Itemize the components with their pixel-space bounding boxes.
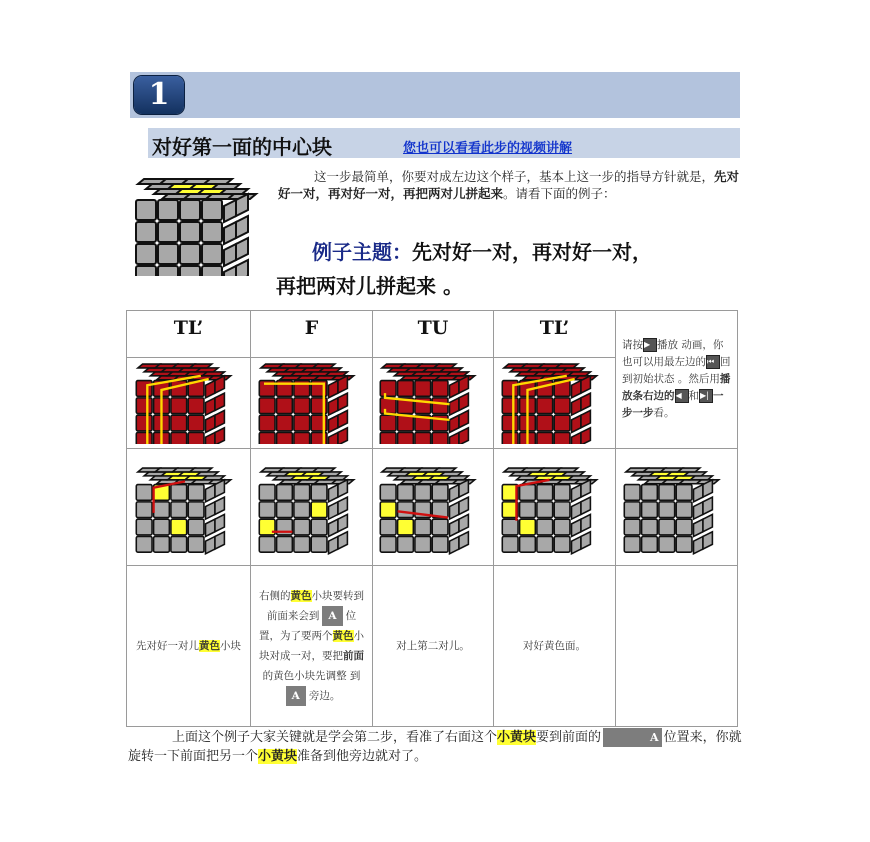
cube-side-sticker	[214, 428, 223, 444]
footer-paragraph: 上面这个例子大家关键就是学会第二步，看准了右面这个小黄块要到前面的 A 位置来，你就旋转一下前面把另一个小黄块准备到他旁边就对了。	[128, 730, 742, 764]
cube-front-sticker	[536, 432, 552, 444]
cube-side-sticker	[702, 532, 711, 549]
cube-top-sticker	[677, 468, 699, 472]
cube-front-sticker	[380, 398, 396, 414]
cube-side-sticker	[459, 393, 468, 410]
cube-front-sticker	[554, 432, 570, 444]
cube-side-sticker	[214, 532, 223, 549]
cube-front-sticker	[311, 536, 327, 552]
cube-front-sticker	[658, 519, 674, 535]
cube-side-sticker	[224, 200, 236, 222]
cube-front-sticker	[502, 381, 518, 397]
reset-icon[interactable]: ⏮	[706, 355, 720, 369]
cube-top-sticker	[189, 364, 211, 368]
cube-front-sticker	[170, 398, 186, 414]
red-cube-f	[253, 358, 371, 444]
cube-side-sticker	[205, 502, 214, 519]
red-cube-tl-prime	[130, 358, 248, 444]
cube-front-sticker	[158, 244, 178, 264]
cube-front-sticker	[398, 502, 414, 518]
cube-front-sticker	[641, 485, 657, 501]
cube-front-sticker	[641, 536, 657, 552]
video-tutorial-link[interactable]: 您也可以看看此步的视频讲解	[403, 141, 573, 156]
cube-front-sticker	[153, 519, 169, 535]
cube-front-sticker	[311, 485, 327, 501]
cube-front-sticker	[259, 415, 275, 431]
cube-front-sticker	[311, 502, 327, 518]
cube-top-sticker	[555, 364, 577, 368]
cube-front-sticker	[276, 536, 292, 552]
example-theme: 例子主题：先对好一对，再对好一对， 再把两对儿拼起来 。	[276, 240, 652, 298]
cube-side-sticker	[580, 514, 589, 531]
cube-front-sticker	[398, 381, 414, 397]
cube-front-sticker	[641, 502, 657, 518]
cube-front-sticker	[136, 485, 152, 501]
cube-front-sticker	[202, 222, 222, 242]
cube-front-sticker	[293, 432, 309, 444]
move-header-3: TU	[373, 311, 494, 358]
cube-front-sticker	[380, 381, 396, 397]
cube-front-sticker	[170, 415, 186, 431]
cube-side-sticker	[571, 432, 580, 444]
cube-front-sticker	[624, 519, 640, 535]
cube-front-sticker	[136, 266, 156, 276]
cube-front-sticker	[259, 398, 275, 414]
cube-front-sticker	[180, 200, 200, 220]
cube-side-sticker	[224, 266, 236, 276]
cube-front-sticker	[380, 519, 396, 535]
gray-cube-state-5	[618, 455, 736, 555]
caption-step-1: 先对好一对儿黄色小块	[127, 566, 251, 727]
cube-front-sticker	[519, 536, 535, 552]
example-label: 例子主题：	[312, 240, 412, 264]
cube-front-sticker	[170, 519, 186, 535]
cube-front-sticker	[276, 502, 292, 518]
cube-top-sticker	[312, 468, 334, 472]
cube-front-sticker	[136, 502, 152, 518]
cube-front-sticker	[502, 432, 518, 444]
cube-front-sticker	[136, 398, 152, 414]
cube-front-sticker	[432, 485, 448, 501]
cube-front-sticker	[432, 398, 448, 414]
steps-table	[126, 310, 738, 727]
caption-step-4: 对好黄色面。	[494, 566, 616, 727]
cube-side-sticker	[580, 497, 589, 514]
cube-side-sticker	[337, 410, 346, 427]
cube-side-sticker	[450, 536, 459, 553]
cube-top-sticker	[555, 468, 577, 472]
cube-front-sticker	[432, 519, 448, 535]
cube-front-sticker	[188, 432, 204, 444]
cube-front-sticker	[502, 398, 518, 414]
cube-side-sticker	[459, 428, 468, 444]
cube-front-sticker	[536, 519, 552, 535]
cube-front-sticker	[502, 519, 518, 535]
position-a-chip: A	[603, 728, 662, 747]
cube-front-sticker	[293, 485, 309, 501]
cube-front-sticker	[136, 432, 152, 444]
cube-front-sticker	[398, 415, 414, 431]
caption-step-3: 对上第二对儿。	[373, 566, 494, 727]
cube-front-sticker	[519, 519, 535, 535]
cube-front-sticker	[202, 266, 222, 276]
cube-side-sticker	[236, 260, 248, 276]
red-cube-tu	[374, 358, 492, 444]
cube-top-sticker	[434, 364, 456, 368]
cube-front-sticker	[398, 536, 414, 552]
cube-front-sticker	[676, 536, 692, 552]
cube-side-sticker	[580, 532, 589, 549]
cube-front-sticker	[136, 519, 152, 535]
cube-side-sticker	[571, 381, 580, 398]
cube-front-sticker	[180, 244, 200, 264]
step-banner	[130, 72, 740, 118]
step-number-badge: 1	[134, 76, 184, 114]
cube-top-sticker	[434, 468, 456, 472]
cube-front-sticker	[170, 432, 186, 444]
section-title-bar	[148, 128, 740, 158]
cube-side-sticker	[337, 393, 346, 410]
cube-side-sticker	[693, 502, 702, 519]
section-title: 对好第一面的中心块	[152, 135, 332, 159]
cube-side-sticker	[571, 519, 580, 536]
cube-front-sticker	[554, 485, 570, 501]
cube-front-sticker	[153, 502, 169, 518]
cube-top-sticker	[204, 179, 232, 184]
cube-side-sticker	[459, 532, 468, 549]
cube-front-sticker	[311, 519, 327, 535]
cube-front-sticker	[170, 502, 186, 518]
cube-side-sticker	[328, 432, 337, 444]
cube-front-sticker	[380, 432, 396, 444]
cube-front-sticker	[554, 536, 570, 552]
cube-front-sticker	[293, 519, 309, 535]
cube-front-sticker	[415, 519, 431, 535]
cube-front-sticker	[432, 536, 448, 552]
cube-front-sticker	[180, 266, 200, 276]
cube-front-sticker	[398, 485, 414, 501]
cube-front-sticker	[676, 519, 692, 535]
cube-side-sticker	[571, 398, 580, 415]
cube-front-sticker	[158, 222, 178, 242]
cube-front-sticker	[641, 519, 657, 535]
cube-front-sticker	[502, 415, 518, 431]
cube-side-sticker	[580, 410, 589, 427]
cube-side-sticker	[702, 514, 711, 531]
cube-front-sticker	[136, 536, 152, 552]
cube-side-sticker	[205, 485, 214, 502]
cube-side-sticker	[450, 415, 459, 432]
cube-side-sticker	[214, 393, 223, 410]
cube-side-sticker	[328, 485, 337, 502]
cube-side-sticker	[337, 497, 346, 514]
cube-side-sticker	[205, 398, 214, 415]
cube-front-sticker	[293, 502, 309, 518]
position-a-chip: A	[286, 686, 306, 706]
intro-key-phrase: 先对好一对，再对好一对，再把两对儿拼起来	[278, 169, 740, 201]
move-header-4: TL’	[494, 311, 616, 358]
cube-front-sticker	[136, 200, 156, 220]
cube-front-sticker	[554, 398, 570, 414]
cube-front-sticker	[415, 485, 431, 501]
step-forward-icon[interactable]: ▶|	[699, 389, 713, 403]
cube-side-sticker	[693, 485, 702, 502]
cube-side-sticker	[214, 410, 223, 427]
cube-side-sticker	[450, 485, 459, 502]
cube-front-sticker	[188, 519, 204, 535]
cube-front-sticker	[293, 536, 309, 552]
cube-side-sticker	[450, 502, 459, 519]
cube-front-sticker	[536, 536, 552, 552]
cube-front-sticker	[293, 415, 309, 431]
cube-side-sticker	[337, 514, 346, 531]
cube-front-sticker	[432, 381, 448, 397]
cube-front-sticker	[676, 485, 692, 501]
cube-front-sticker	[276, 398, 292, 414]
intro-paragraph: 这一步最简单，你要对成左边这个样子，基本上这一步的指导方针就是，先对好一对，再对好一对，再把两对儿拼起来。请看下面的例子：	[278, 169, 740, 201]
position-a-chip: A	[322, 606, 342, 626]
cube-front-sticker	[624, 502, 640, 518]
red-cube-tl-prime-2	[496, 358, 614, 444]
cube-side-sticker	[328, 415, 337, 432]
cube-front-sticker	[658, 502, 674, 518]
cube-side-sticker	[580, 393, 589, 410]
cube-front-sticker	[676, 502, 692, 518]
cube-front-sticker	[136, 415, 152, 431]
cube-side-sticker	[205, 536, 214, 553]
cube-front-sticker	[398, 519, 414, 535]
cube-side-sticker	[580, 428, 589, 444]
intro-cube-image	[128, 176, 278, 276]
cube-front-sticker	[153, 536, 169, 552]
cube-front-sticker	[259, 536, 275, 552]
move-header-1: TL’	[127, 311, 251, 358]
cube-side-sticker	[236, 238, 248, 260]
cube-front-sticker	[398, 432, 414, 444]
caption-step-5-empty	[616, 566, 738, 727]
cube-side-sticker	[328, 536, 337, 553]
cube-side-sticker	[236, 216, 248, 238]
cube-side-sticker	[459, 410, 468, 427]
cube-side-sticker	[450, 432, 459, 444]
cube-side-sticker	[224, 244, 236, 266]
cube-front-sticker	[432, 432, 448, 444]
cube-front-sticker	[259, 432, 275, 444]
cube-side-sticker	[214, 514, 223, 531]
cube-front-sticker	[136, 381, 152, 397]
step-back-icon[interactable]: ◀	[675, 389, 689, 403]
cube-front-sticker	[158, 266, 178, 276]
cube-front-sticker	[519, 485, 535, 501]
playback-instructions: 请按▶ 播放 动画，你也可以用最左边的⏮ 回到初始状态 。然后用播放条右边的◀ 和▶| 一步一步看。	[616, 311, 738, 449]
caption-step-2: 右侧的黄色小块要转到前面来会到 A 位置，为了要两个黄色小块对成一对，要把前面的黄色小块先调整 到A 旁边。	[251, 566, 373, 727]
cube-side-sticker	[702, 497, 711, 514]
cube-side-sticker	[214, 497, 223, 514]
cube-side-sticker	[571, 485, 580, 502]
gray-cube-state-1	[130, 455, 248, 555]
cube-front-sticker	[554, 502, 570, 518]
cube-front-sticker	[415, 432, 431, 444]
cube-front-sticker	[136, 244, 156, 264]
cube-side-sticker	[571, 415, 580, 432]
cube-side-sticker	[328, 519, 337, 536]
cube-front-sticker	[380, 536, 396, 552]
cube-side-sticker	[328, 502, 337, 519]
cube-side-sticker	[693, 536, 702, 553]
cube-front-sticker	[188, 398, 204, 414]
cube-side-sticker	[205, 415, 214, 432]
cube-front-sticker	[188, 485, 204, 501]
cube-side-sticker	[450, 398, 459, 415]
cube-front-sticker	[202, 244, 222, 264]
cube-front-sticker	[202, 200, 222, 220]
cube-side-sticker	[571, 536, 580, 553]
cube-front-sticker	[188, 536, 204, 552]
cube-front-sticker	[554, 519, 570, 535]
cube-front-sticker	[293, 398, 309, 414]
cube-top-sticker	[189, 468, 211, 472]
cube-side-sticker	[693, 519, 702, 536]
gray-cube-state-4	[496, 455, 614, 555]
cube-side-sticker	[337, 428, 346, 444]
cube-side-sticker	[205, 519, 214, 536]
cube-top-sticker	[312, 364, 334, 368]
cube-front-sticker	[415, 536, 431, 552]
cube-front-sticker	[624, 485, 640, 501]
cube-side-sticker	[224, 222, 236, 244]
cube-front-sticker	[180, 222, 200, 242]
cube-front-sticker	[536, 415, 552, 431]
cube-front-sticker	[658, 485, 674, 501]
cube-side-sticker	[205, 432, 214, 444]
cube-front-sticker	[276, 432, 292, 444]
cube-front-sticker	[519, 502, 535, 518]
cube-front-sticker	[380, 485, 396, 501]
cube-front-sticker	[136, 222, 156, 242]
cube-side-sticker	[328, 381, 337, 398]
cube-side-sticker	[571, 502, 580, 519]
cube-front-sticker	[554, 415, 570, 431]
cube-front-sticker	[188, 415, 204, 431]
play-icon[interactable]: ▶	[643, 338, 657, 352]
move-header-2: F	[251, 311, 373, 358]
cube-front-sticker	[502, 536, 518, 552]
cube-side-sticker	[459, 514, 468, 531]
cube-side-sticker	[459, 497, 468, 514]
gray-cube-state-3	[374, 455, 492, 555]
cube-front-sticker	[415, 381, 431, 397]
cube-front-sticker	[259, 502, 275, 518]
cube-front-sticker	[170, 485, 186, 501]
cube-front-sticker	[624, 536, 640, 552]
gray-cube-state-2	[253, 455, 371, 555]
cube-front-sticker	[380, 502, 396, 518]
cube-front-sticker	[188, 502, 204, 518]
cube-side-sticker	[450, 519, 459, 536]
cube-front-sticker	[658, 536, 674, 552]
cube-side-sticker	[328, 398, 337, 415]
cube-side-sticker	[450, 381, 459, 398]
cube-front-sticker	[259, 485, 275, 501]
cube-side-sticker	[337, 532, 346, 549]
cube-front-sticker	[158, 200, 178, 220]
cube-front-sticker	[536, 398, 552, 414]
cube-front-sticker	[276, 485, 292, 501]
cube-front-sticker	[170, 536, 186, 552]
cube-front-sticker	[380, 415, 396, 431]
cube-front-sticker	[276, 415, 292, 431]
cube-front-sticker	[536, 502, 552, 518]
cube-side-sticker	[205, 381, 214, 398]
cube-front-sticker	[536, 485, 552, 501]
